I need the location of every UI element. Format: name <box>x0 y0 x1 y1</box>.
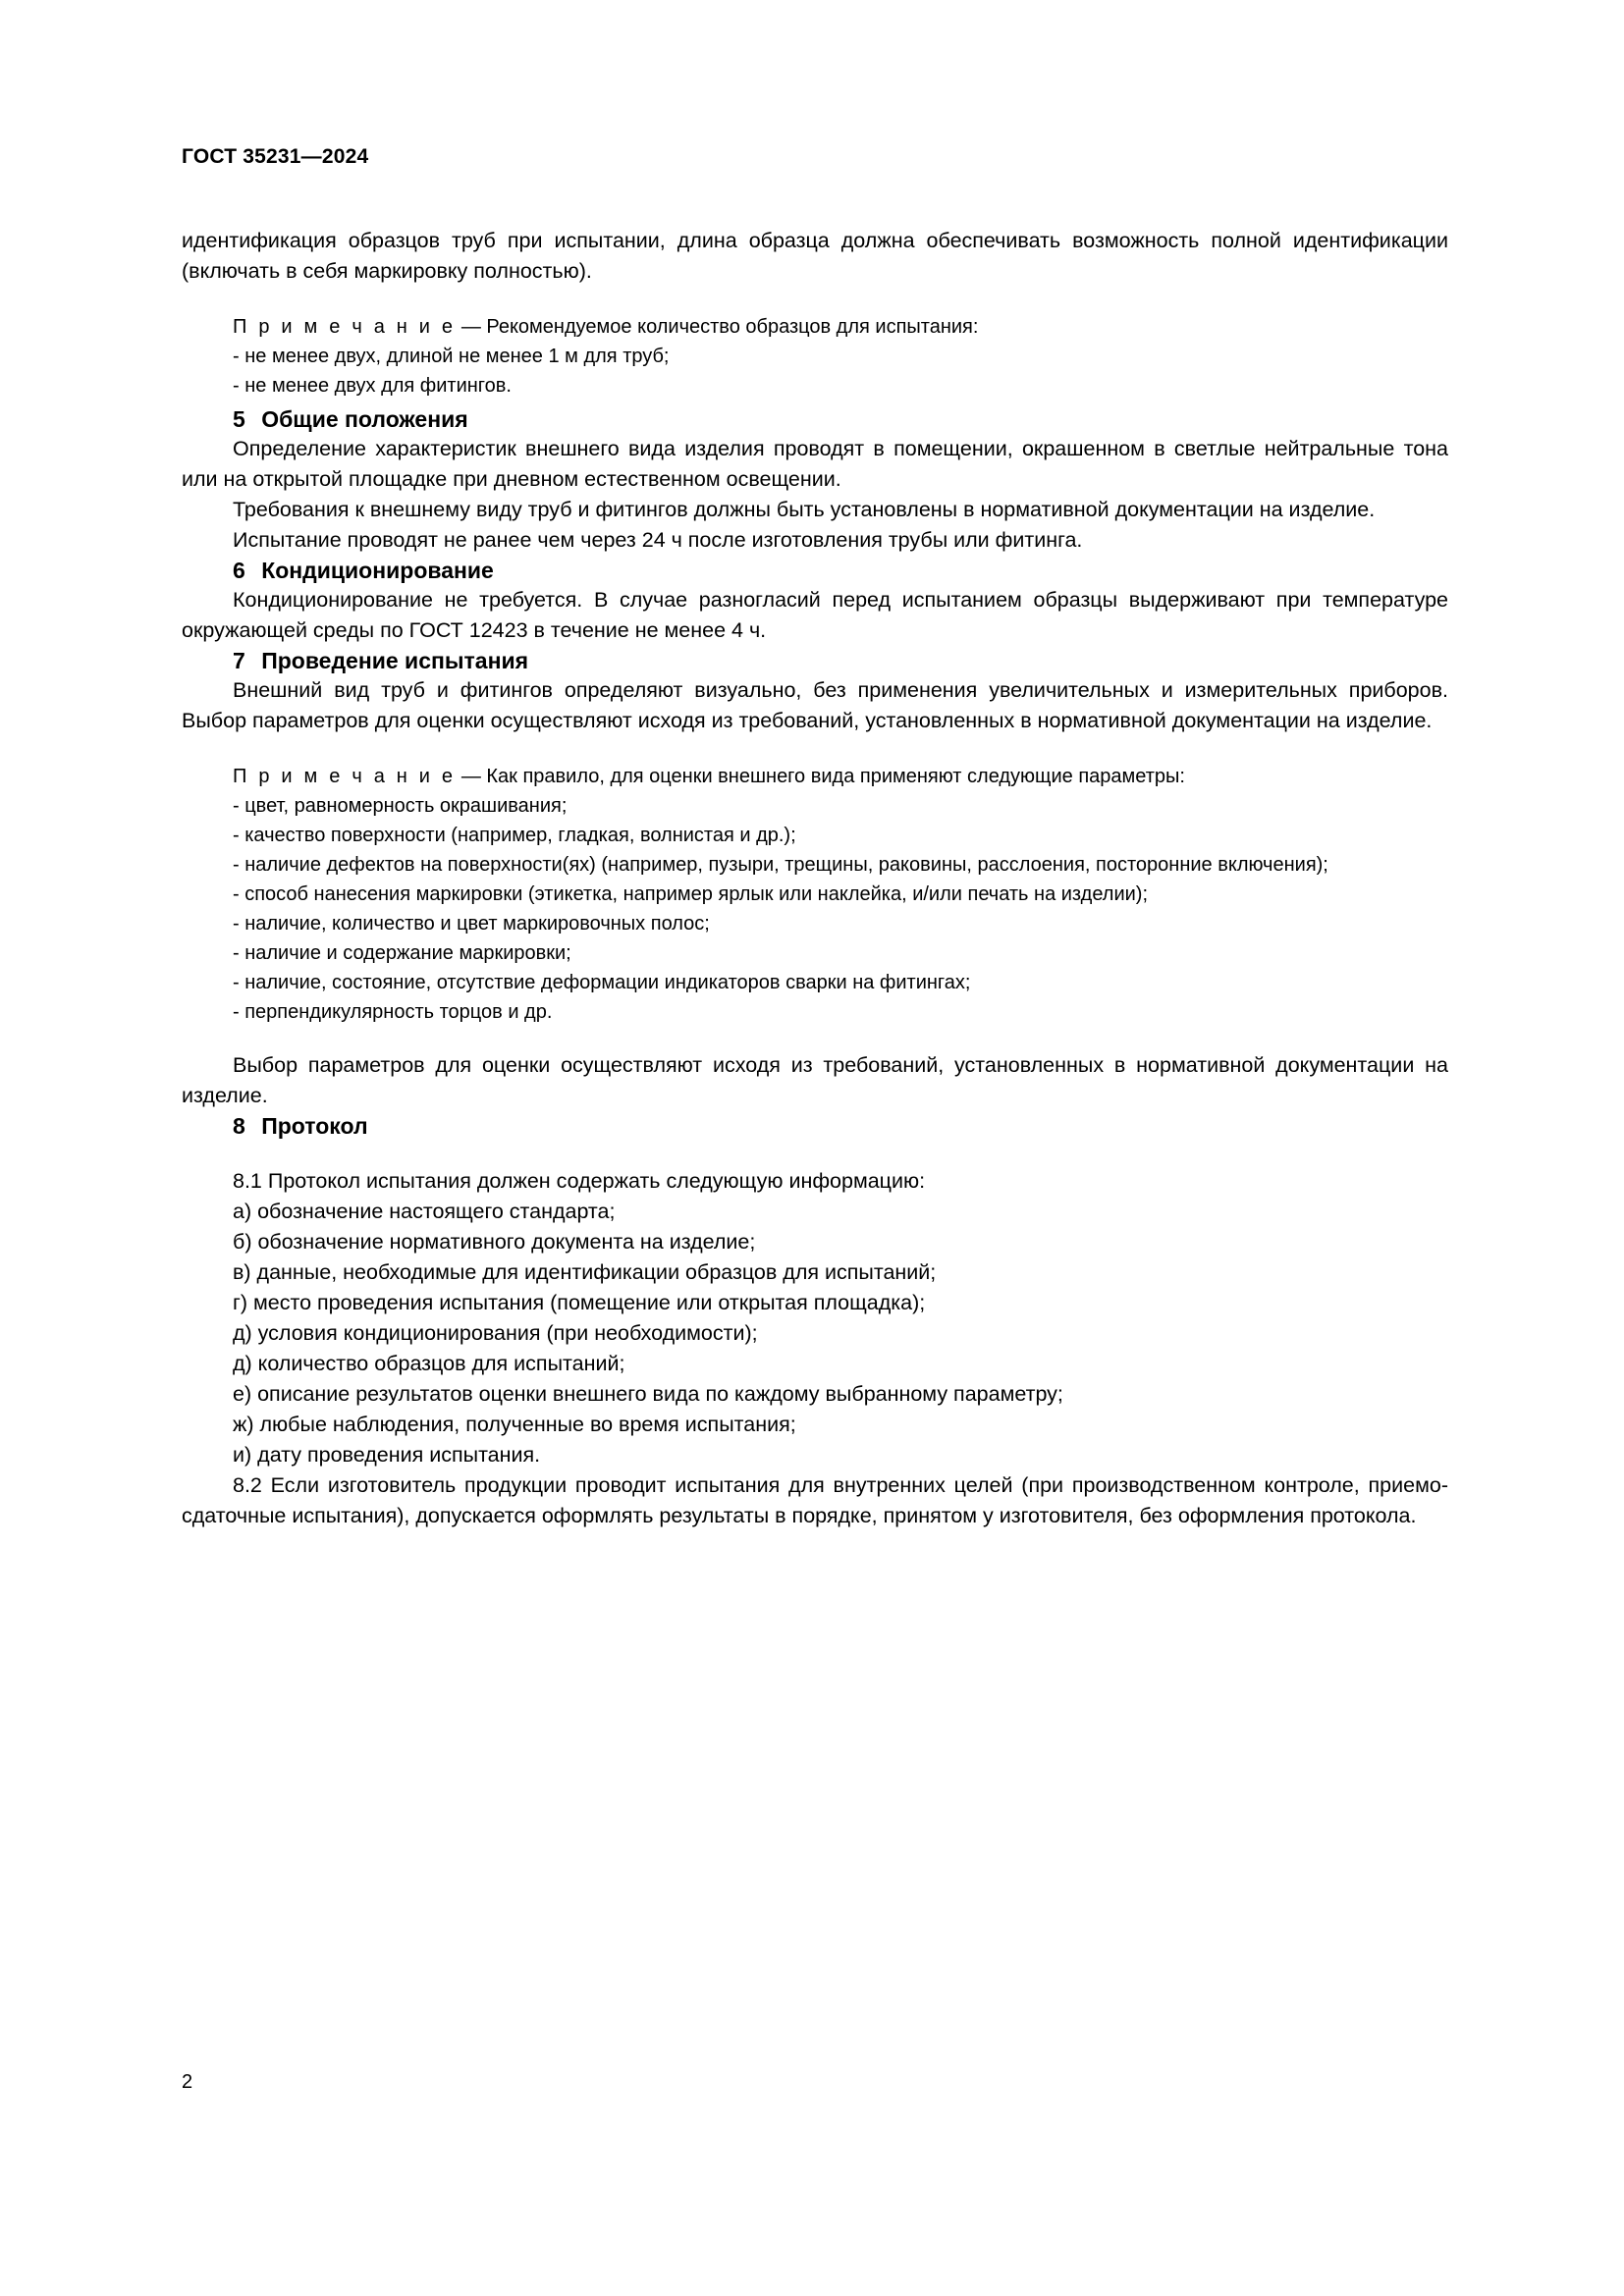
section-7-number: 7 <box>233 648 245 673</box>
document-standard-header: ГОСТ 35231—2024 <box>182 145 369 168</box>
note-2-lead <box>182 762 1448 791</box>
section-7-title: Проведение испытания <box>261 648 529 673</box>
clause-8-2: 8.2 Если изготовитель продукции проводит испытания для внутренних целей (при производственном контроле, приемо-сдаточные испытания), допускается оформлять результаты в порядке, принятом у изготовителя, без оформления протокола. <box>182 1473 1448 1527</box>
clause-8-1-item-d2: д) количество образцов для испытаний; <box>233 1352 625 1375</box>
clause-8-1-item-b: б) обозначение нормативного документа на изделие; <box>233 1230 756 1254</box>
clause-8-1-item-g: г) место проведения испытания (помещение или открытая площадка); <box>233 1291 926 1314</box>
note-2-item: - перпендикулярность торцов и др. <box>233 1001 553 1023</box>
section-8-number: 8 <box>233 1113 245 1139</box>
section-8-title: Протокол <box>261 1113 368 1139</box>
note-2-item: - наличие дефектов на поверхности(ях) (например, пузыри, трещины, раковины, расслоения, посторонние включения); <box>233 854 1328 876</box>
note-block-2 <box>182 762 1448 1027</box>
clause-8-1-item-d1: д) условия кондиционирования (при необходимости); <box>233 1321 758 1345</box>
section-heading-8 <box>182 1111 1448 1141</box>
note-2-lead-text: — Как правило, для оценки внешнего вида применяют следующие параметры: <box>460 766 1185 787</box>
note-block-1 <box>182 312 1448 400</box>
clause-8-1-item-zh: ж) любые наблюдения, полученные во время испытания; <box>233 1413 796 1436</box>
clause-8-1-item-e: е) описание результатов оценки внешнего вида по каждому выбранному параметру; <box>233 1382 1063 1406</box>
note-2-label: П р и м е ч а н и е <box>233 766 457 787</box>
note-2-item: - способ нанесения маркировки (этикетка, например ярлык или наклейка, и/или печать на изделии); <box>233 883 1149 905</box>
note-2-item: - наличие, количество и цвет маркировочных полос; <box>233 913 710 934</box>
intro-paragraph: идентификация образцов труб при испытании, длина образца должна обеспечивать возможность полной идентификации (включать в себя маркировку полностью). <box>182 229 1448 283</box>
note-2-item: - наличие, состояние, отсутствие деформации индикаторов сварки на фитингах; <box>233 972 971 993</box>
after-note-paragraph: Выбор параметров для оценки осуществляют исходя из требований, установленных в нормативной документации на изделие. <box>182 1053 1448 1107</box>
note-1-lead-text: — Рекомендуемое количество образцов для испытания: <box>460 316 979 338</box>
note-1-item: - не менее двух для фитингов. <box>233 375 512 397</box>
note-1-lead <box>182 312 1448 342</box>
note-1-label: П р и м е ч а н и е <box>233 316 457 338</box>
note-1-item: - не менее двух, длиной не менее 1 м для труб; <box>233 346 670 367</box>
section-7-paragraph-1: Внешний вид труб и фитингов определяют визуально, без применения увеличительных и измерительных приборов. Выбор параметров для оценки осуществляют исходя из требований, установленных в нормативной документации на изделие. <box>182 678 1448 732</box>
section-6-number: 6 <box>233 558 245 583</box>
note-2-item: - наличие и содержание маркировки; <box>233 942 571 964</box>
section-5-number: 5 <box>233 406 245 432</box>
section-5-paragraph-1: Определение характеристик внешнего вида изделия проводят в помещении, окрашенном в светлые нейтральные тона или на открытой площадке при дневном естественном освещении. <box>182 437 1448 491</box>
section-6-title: Кондиционирование <box>261 558 494 583</box>
clause-8-1-item-a: а) обозначение настоящего стандарта; <box>233 1200 616 1223</box>
section-heading-5 <box>182 404 1448 434</box>
clause-8-1-item-v: в) данные, необходимые для идентификации образцов для испытаний; <box>233 1260 937 1284</box>
clause-8-1-item-i: и) дату проведения испытания. <box>233 1443 541 1467</box>
section-6-paragraph-1: Кондиционирование не требуется. В случае разногласий перед испытанием образцы выдерживают при температуре окружающей среды по ГОСТ 12423 в течение не менее 4 ч. <box>182 588 1448 642</box>
page-content <box>182 145 1448 1531</box>
note-2-item: - качество поверхности (например, гладкая, волнистая и др.); <box>233 825 796 846</box>
note-2-item: - цвет, равномерность окрашивания; <box>233 795 568 817</box>
section-5-title: Общие положения <box>261 406 468 432</box>
clause-8-1-lead: 8.1 Протокол испытания должен содержать следующую информацию: <box>233 1169 926 1193</box>
section-heading-6 <box>182 556 1448 585</box>
section-heading-7 <box>182 646 1448 675</box>
page-number: 2 <box>182 2071 193 2093</box>
section-5-paragraph-3: Испытание проводят не ранее чем через 24 ч после изготовления трубы или фитинга. <box>233 528 1083 552</box>
section-5-paragraph-2: Требования к внешнему виду труб и фитингов должны быть установлены в нормативной документации на изделие. <box>233 498 1376 521</box>
